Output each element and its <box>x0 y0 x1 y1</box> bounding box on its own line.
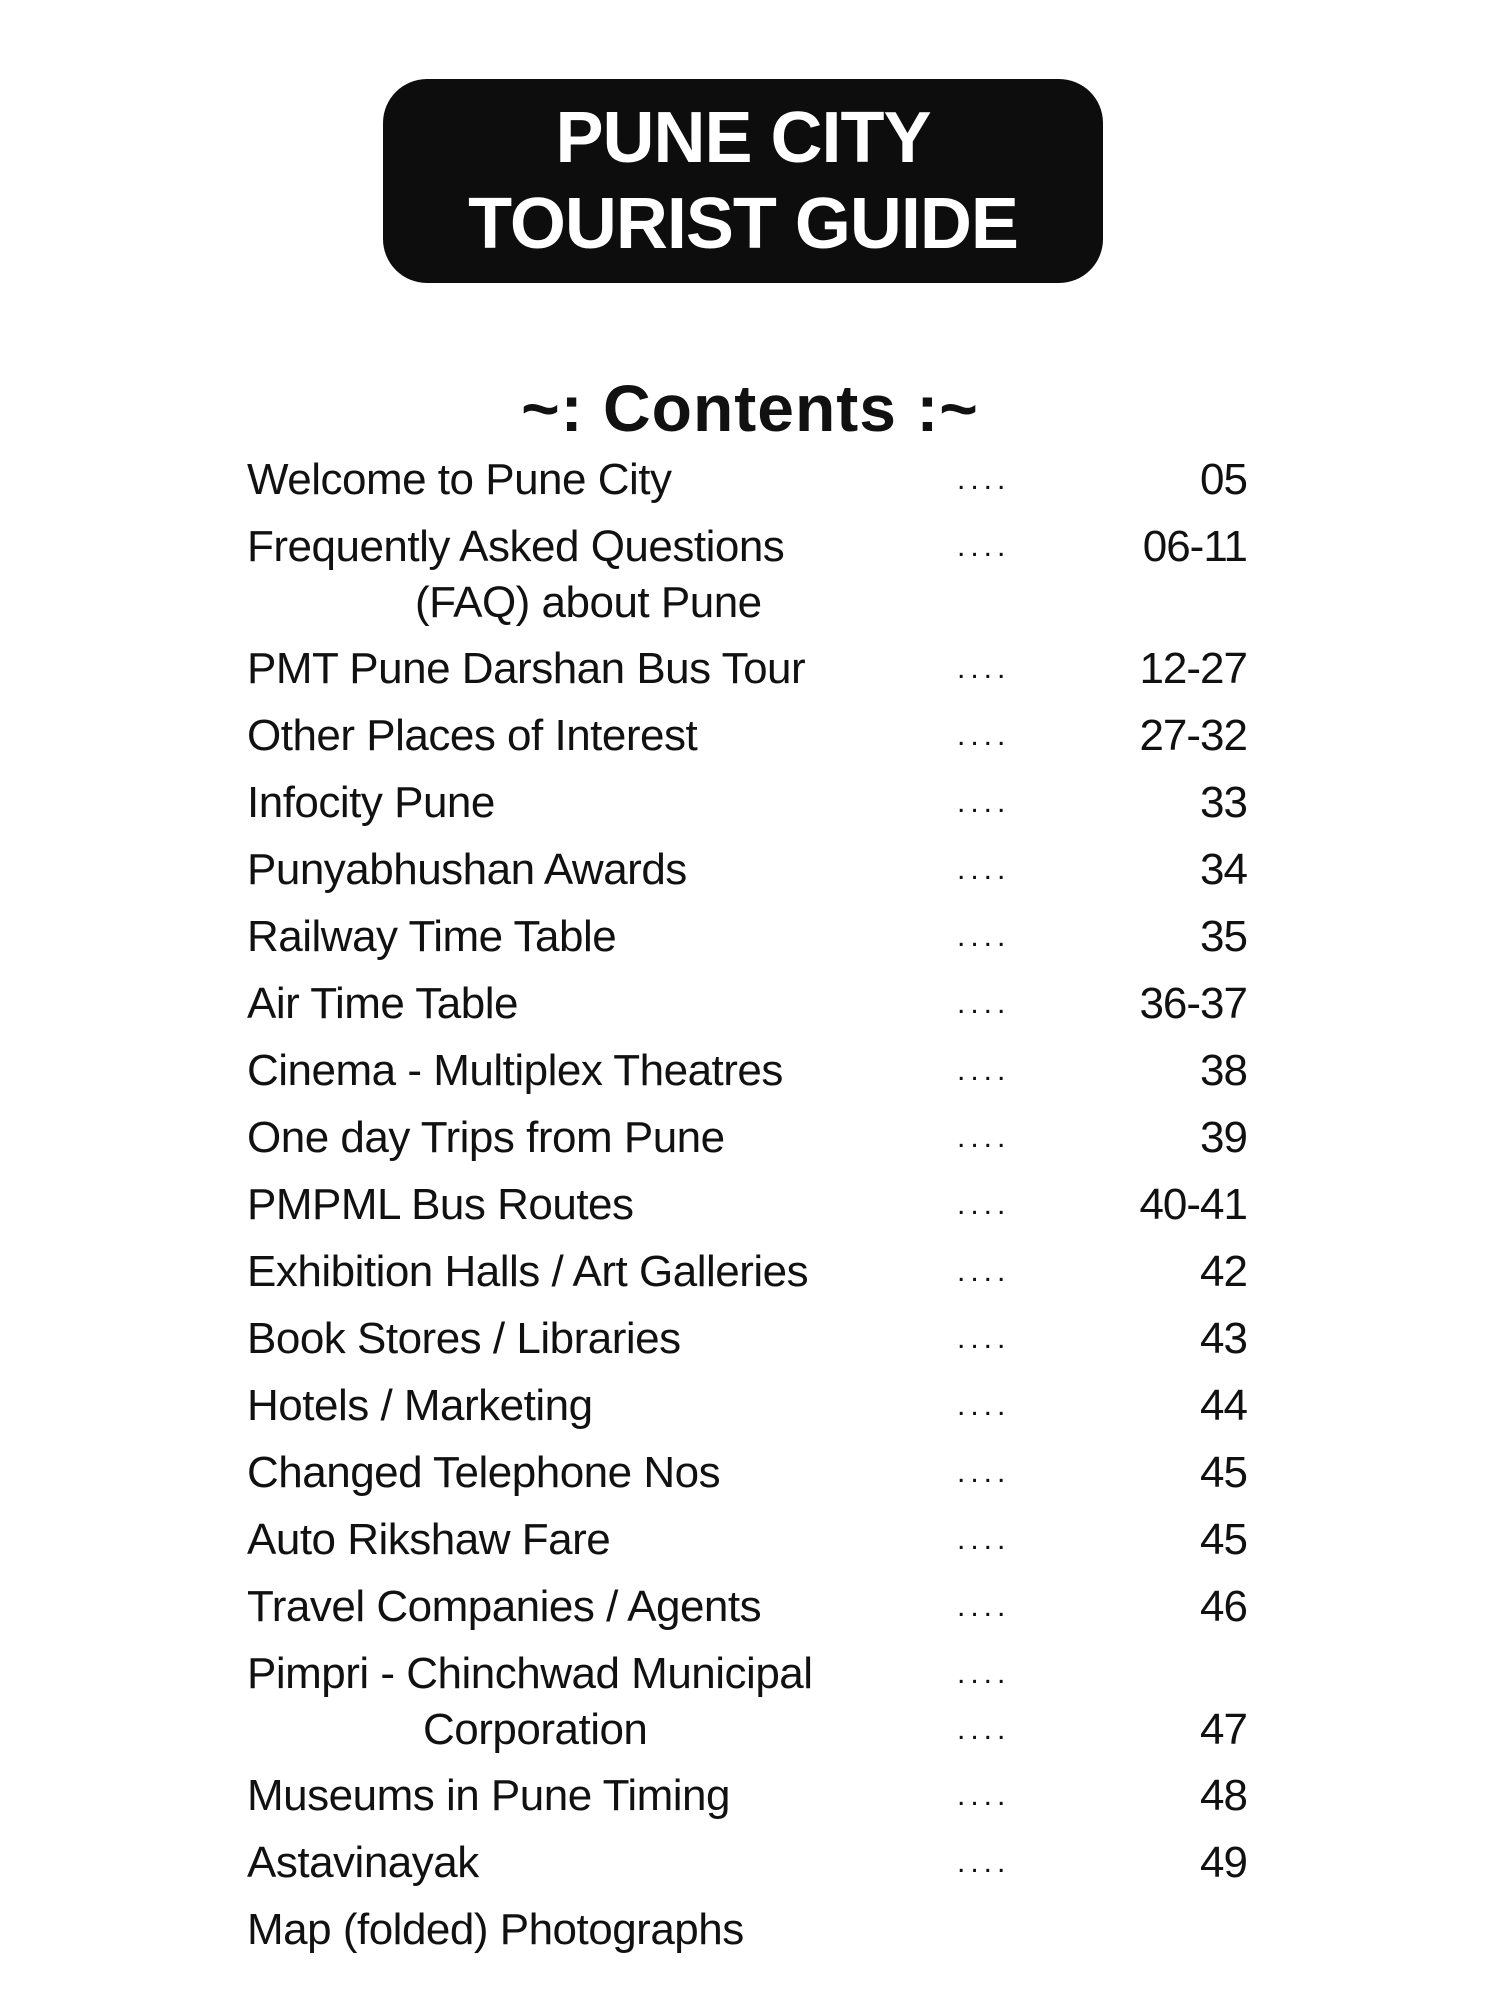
toc-entry <box>247 1372 1257 1439</box>
toc-entry-title: Astavinayak <box>247 1838 479 1887</box>
toc-entry-page: 33 <box>1200 778 1247 827</box>
toc-entry-leader: .... <box>957 1255 1011 1288</box>
toc-entry-title: Air Time Table <box>247 979 518 1028</box>
toc-entry-page: 43 <box>1200 1314 1247 1363</box>
toc-entry <box>247 702 1257 769</box>
toc-entry-page: 48 <box>1200 1771 1247 1820</box>
toc-entry <box>247 1305 1257 1372</box>
toc-entry-leader: .... <box>957 786 1011 819</box>
toc-entry-title-line1: Pimpri - Chinchwad Municipal <box>247 1649 813 1698</box>
toc-entry-leader: .... <box>957 1188 1011 1221</box>
toc-entry-title: Railway Time Table <box>247 912 617 961</box>
toc-entry <box>247 446 1257 513</box>
toc-entry-leader: .... <box>957 1389 1011 1422</box>
toc-entry <box>247 1506 1257 1573</box>
toc-entry <box>247 1104 1257 1171</box>
toc-entry-title: PMT Pune Darshan Bus Tour <box>247 644 806 693</box>
toc-entry-title: Cinema - Multiplex Theatres <box>247 1046 783 1095</box>
toc-entry <box>247 836 1257 903</box>
guide-title-line1: PUNE CITY <box>555 98 931 178</box>
toc-entry-title <box>247 513 784 636</box>
toc-entry-page: 46 <box>1200 1582 1247 1631</box>
toc-entry-page: 06-11 <box>1142 522 1247 571</box>
toc-entry-title: Auto Rikshaw Fare <box>247 1515 611 1564</box>
toc-entry <box>247 1829 1257 1896</box>
toc-entry-title: Punyabhushan Awards <box>247 845 687 894</box>
toc-entry <box>247 1238 1257 1305</box>
toc-entry-title: Other Places of Interest <box>247 711 698 760</box>
toc-entry-leader: .... <box>957 1322 1011 1355</box>
toc-entry-title-line2: Corporation <box>423 1705 648 1754</box>
toc-entry-title: Infocity Pune <box>247 778 495 827</box>
toc-entry-page: 27-32 <box>1139 711 1247 760</box>
toc-entry-page: 38 <box>1200 1046 1247 1095</box>
toc-entry-page: 49 <box>1200 1838 1247 1887</box>
toc-entry-title: Travel Companies / Agents <box>247 1582 762 1631</box>
toc-entry-leader: .... <box>957 530 1011 563</box>
contents-heading: ~: Contents :~ <box>521 371 979 445</box>
toc-entry <box>247 1037 1257 1104</box>
toc-entry-page: 44 <box>1200 1381 1247 1430</box>
toc-entry <box>247 1640 1257 1762</box>
toc-entry-leader: .... <box>957 920 1011 953</box>
toc-entry-title: Changed Telephone Nos <box>247 1448 721 1497</box>
toc-entry-page: 34 <box>1200 845 1247 894</box>
toc-entry-title: Hotels / Marketing <box>247 1381 593 1430</box>
guide-title-line2: TOURIST GUIDE <box>468 184 1018 264</box>
toc-entry-page: 47 <box>1200 1705 1247 1754</box>
toc-entry-leader: .... <box>957 1121 1011 1154</box>
guide-title-banner <box>383 79 1103 283</box>
toc-entry-title: Book Stores / Libraries <box>247 1314 681 1363</box>
toc-entry-leader: .... <box>957 1779 1011 1812</box>
toc-entry-leader: .... <box>957 987 1011 1020</box>
toc-entry-page: 42 <box>1200 1247 1247 1296</box>
toc-entry-leader: .... <box>957 719 1011 752</box>
toc-entry <box>247 769 1257 836</box>
toc-entry-leader: .... <box>957 1523 1011 1556</box>
toc-entry-title <box>247 1640 813 1763</box>
toc-entry-leader: .... <box>957 463 1011 496</box>
toc-entry <box>247 513 1257 635</box>
toc-entry-title: Museums in Pune Timing <box>247 1771 730 1820</box>
toc-entry <box>247 1439 1257 1506</box>
toc-entry-title-line2: (FAQ) about Pune <box>415 578 762 627</box>
toc-entry-title: Welcome to Pune City <box>247 455 672 504</box>
toc-entry <box>247 903 1257 970</box>
toc-entry-leader-line2: .... <box>957 1713 1011 1746</box>
toc-entry <box>247 1171 1257 1238</box>
toc-entry-title: Exhibition Halls / Art Galleries <box>247 1247 809 1296</box>
toc-entry-page: 05 <box>1200 455 1247 504</box>
table-of-contents <box>247 446 1257 1963</box>
toc-entry-leader: .... <box>957 652 1011 685</box>
toc-entry <box>247 1573 1257 1640</box>
toc-entry-leader: .... <box>957 1846 1011 1879</box>
toc-entry-page: 36-37 <box>1139 979 1247 1028</box>
toc-entry-title-line1: Frequently Asked Questions <box>247 522 785 571</box>
toc-entry-leader: .... <box>957 1054 1011 1087</box>
toc-entry-title: Map (folded) Photographs <box>247 1905 744 1954</box>
toc-entry <box>247 1762 1257 1829</box>
toc-entry-leader: .... <box>957 1657 1011 1690</box>
toc-entry-page: 39 <box>1200 1113 1247 1162</box>
toc-entry-title: One day Trips from Pune <box>247 1113 725 1162</box>
toc-entry <box>247 970 1257 1037</box>
toc-entry-page: 40-41 <box>1139 1180 1247 1229</box>
toc-entry-leader: .... <box>957 1456 1011 1489</box>
toc-entry <box>247 1896 1257 1963</box>
toc-entry-page: 12-27 <box>1139 644 1247 693</box>
toc-entry-leader: .... <box>957 853 1011 886</box>
toc-entry-page: 45 <box>1200 1515 1247 1564</box>
toc-entry-page: 45 <box>1200 1448 1247 1497</box>
toc-entry-leader: .... <box>957 1590 1011 1623</box>
toc-entry-title: PMPML Bus Routes <box>247 1180 634 1229</box>
toc-entry <box>247 635 1257 702</box>
toc-entry-page: 35 <box>1200 912 1247 961</box>
